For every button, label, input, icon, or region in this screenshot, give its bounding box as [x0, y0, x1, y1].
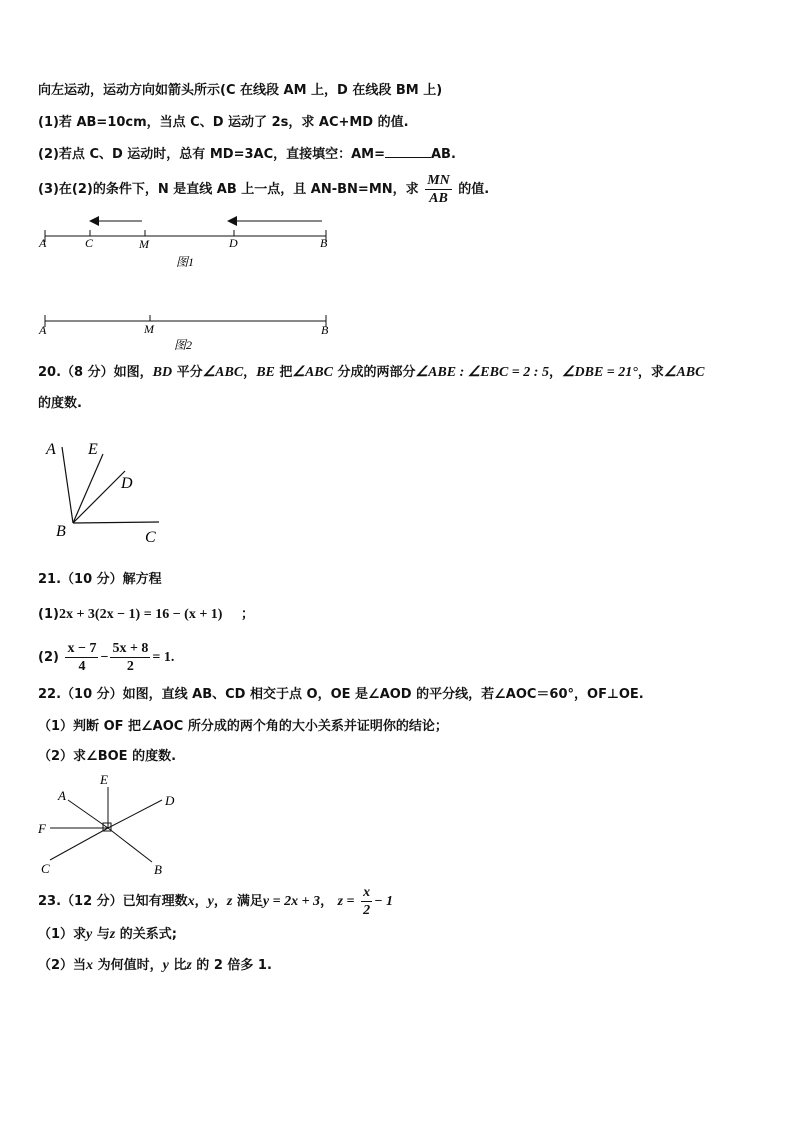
equation-z-lhs: z =: [337, 894, 355, 909]
text: 把: [274, 365, 293, 380]
math-be: BE: [256, 365, 275, 380]
label-a: A: [39, 323, 47, 337]
var-y: y: [86, 927, 93, 942]
text: 的 2 倍多 1.: [191, 958, 272, 973]
text: 分成的两部分: [332, 365, 416, 380]
fraction-denominator: 2: [126, 659, 134, 674]
label-m: M: [144, 322, 154, 336]
label-e: E: [88, 441, 98, 458]
p22-question-1: （1）判断 OF 把∠AOC 所分成的两个角的大小关系并证明你的结论；: [38, 719, 448, 734]
p19-question-1: (1)若 AB=10cm，当点 C、D 运动了 2s，求 AC+MD 的值.: [38, 115, 409, 130]
item-label: (1): [38, 607, 59, 622]
equation-y: y = 2x + 3: [262, 894, 321, 909]
label-d: D: [165, 793, 175, 808]
var-z: z: [226, 894, 233, 909]
text: ，求: [637, 365, 664, 380]
fraction-numerator: 5x + 8: [112, 641, 149, 656]
p19-intro-line: 向左运动，运动方向如箭头所示(C 在线段 AM 上，D 在线段 BM 上): [38, 83, 443, 98]
fraction-numerator: x: [363, 885, 371, 900]
label-b: B: [56, 523, 66, 540]
text: ，: [194, 894, 208, 909]
var-z: z: [186, 958, 192, 973]
p23-question-1: [38, 926, 177, 944]
var-x: x: [86, 958, 94, 973]
math-ratio: ∠ABE : ∠EBC = 2 : 5: [415, 365, 549, 380]
equation-1: 2x + 3(2x − 1) = 16 − (x + 1): [58, 607, 223, 622]
label-d: D: [121, 475, 133, 492]
label-d: D: [229, 236, 238, 250]
p20-line-2: 的度数.: [38, 396, 82, 411]
math-angle-abc: ∠ABC: [292, 365, 333, 380]
text: ，: [243, 365, 257, 380]
fraction-numerator: MN: [427, 173, 450, 188]
text: 平分: [172, 365, 203, 380]
math-bd: BD: [152, 365, 173, 380]
label-b: B: [154, 862, 162, 877]
operator: −: [100, 650, 109, 665]
math-angle-abc: ∠ABC: [202, 365, 244, 380]
figure-1-caption: 图1: [176, 255, 195, 269]
label-c: C: [145, 529, 156, 546]
text: 比: [168, 958, 187, 973]
p23-title: 23.（12 分）已知有理数: [38, 894, 188, 909]
label-c: C: [85, 236, 94, 250]
var-y: y: [207, 894, 214, 909]
label-b: B: [321, 323, 329, 337]
text: 的关系式;: [115, 927, 177, 942]
p19-q3-text: (3)在(2)的条件下，N 是直线 AB 上一点，且 AN-BN=MN，求: [38, 182, 419, 197]
label-f: F: [38, 821, 46, 836]
figure-2-caption: 图2: [174, 338, 193, 352]
text: ，: [548, 365, 562, 380]
p19-q2-tail: AB.: [431, 147, 456, 162]
var-x: x: [187, 894, 195, 909]
label-m: M: [139, 237, 149, 251]
p22-heading: 22.（10 分）如图，直线 AB、CD 相交于点 O，OE 是∠AOD 的平分线，若∠AOC＝60°，OF⊥OE.: [38, 687, 644, 702]
label-b: B: [320, 236, 328, 250]
text: 为何值时，: [93, 958, 163, 973]
p19-q2-text: (2)若点 C、D 运动时，总有 MD=3AC，直接填空：AM=: [38, 147, 385, 162]
p21-heading: 21.（10 分）解方程: [38, 572, 162, 587]
text: （2）当: [38, 958, 87, 973]
label-a: A: [58, 788, 66, 803]
p23-question-2: [38, 957, 272, 975]
label-c: C: [41, 861, 50, 876]
var-y: y: [162, 958, 169, 973]
label-e: E: [100, 772, 108, 787]
label-a: A: [46, 441, 56, 458]
text: 与: [92, 927, 110, 942]
fraction-numerator: x − 7: [67, 641, 97, 656]
equation-rhs: = 1.: [152, 650, 175, 665]
math-angle-dbe: ∠DBE = 21°: [561, 365, 638, 380]
text: ，: [213, 894, 227, 909]
p19-q3-tail: 的值.: [458, 182, 490, 197]
p22-question-2: （2）求∠BOE 的度数.: [38, 749, 177, 764]
text: （1）求: [38, 927, 87, 942]
equation-z-rhs: − 1: [374, 894, 394, 909]
math-angle-abc: ∠ABC: [663, 365, 705, 380]
p23-heading: [38, 884, 393, 919]
var-z: z: [109, 927, 116, 942]
fraction-denominator: 2: [363, 903, 371, 918]
fraction-x-2: [361, 884, 372, 919]
text: ，: [320, 894, 334, 909]
text: ；: [241, 607, 255, 622]
label-a: A: [39, 236, 47, 250]
fraction-denominator: AB: [429, 191, 448, 206]
text: 满足: [232, 894, 263, 909]
fraction-denominator: 4: [78, 659, 86, 674]
p20-heading: 20.（8 分）如图，: [38, 365, 153, 380]
item-label: (2): [38, 650, 59, 665]
